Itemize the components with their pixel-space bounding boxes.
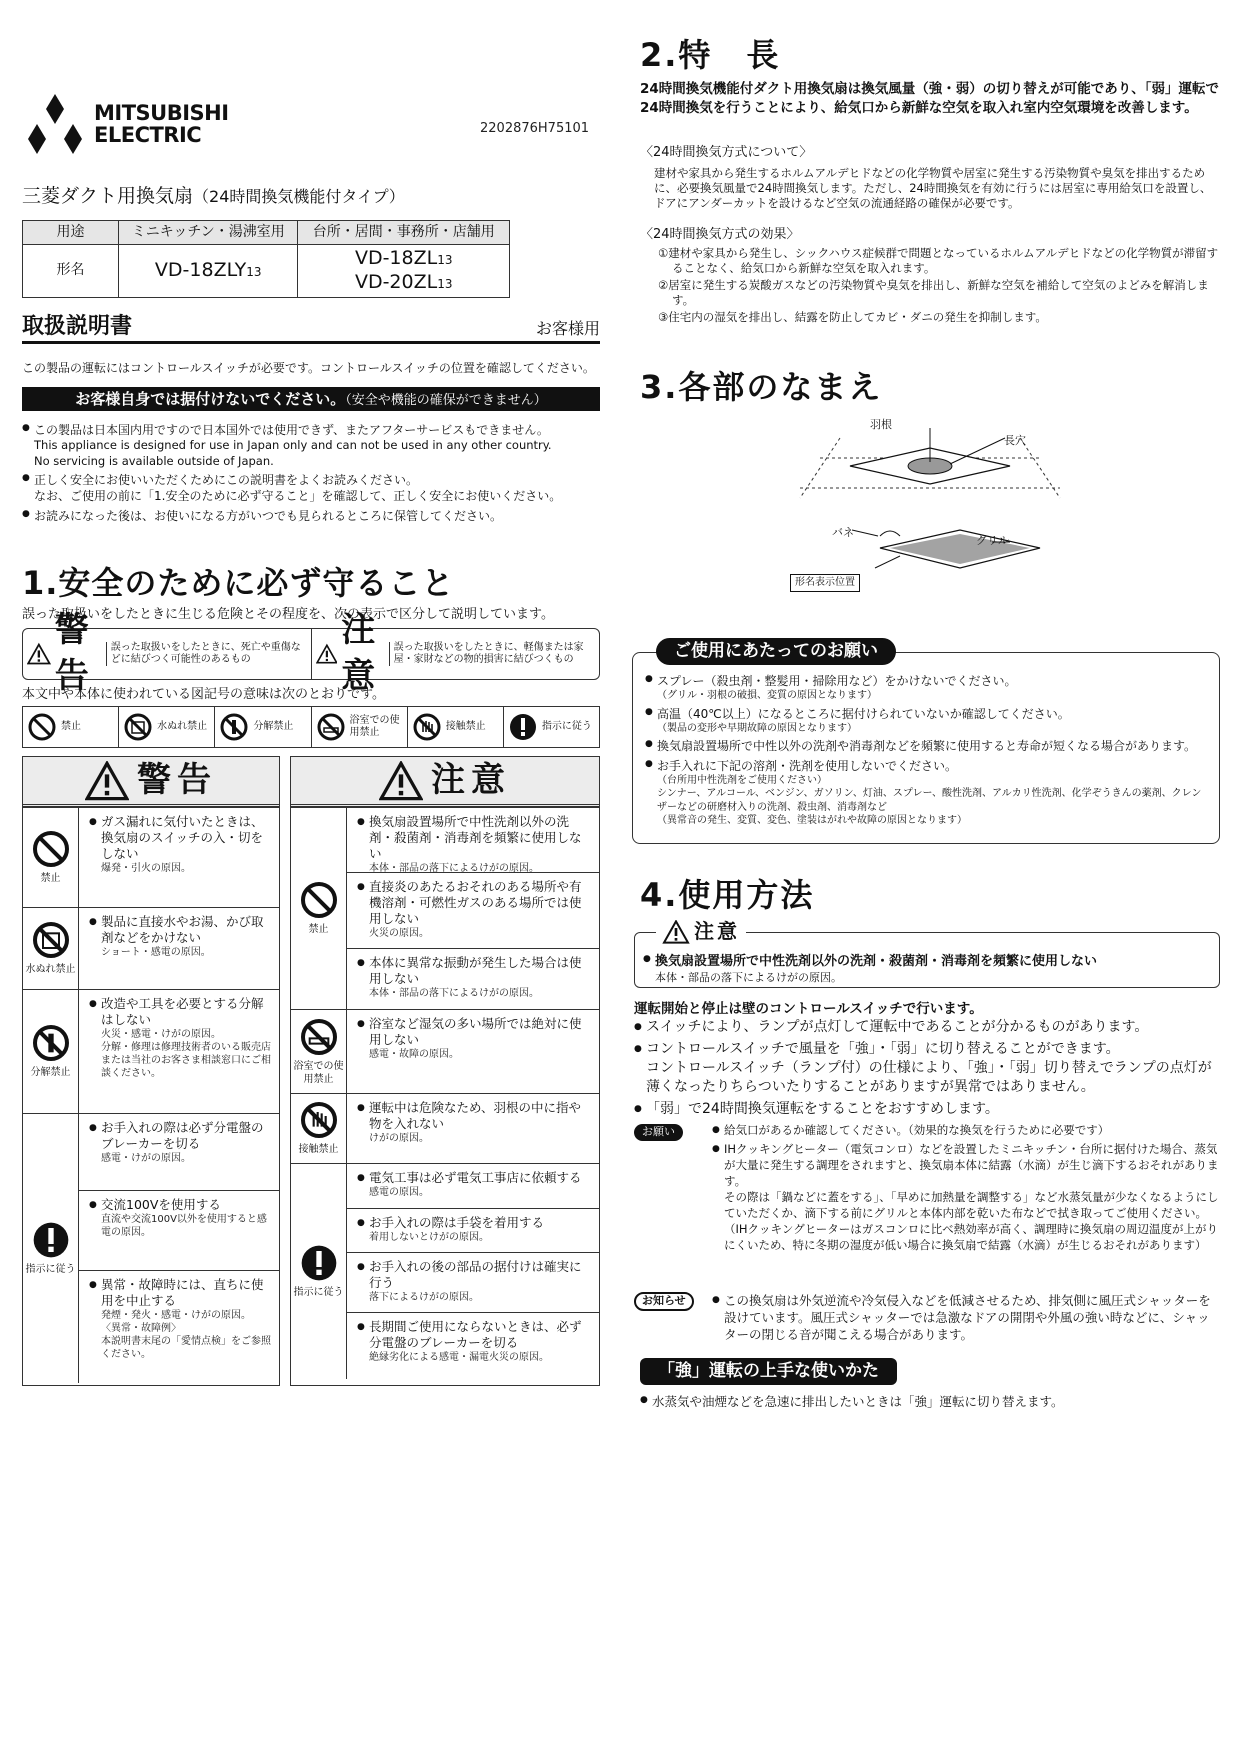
- note-en-2: No servicing is available outside of Japan.: [34, 453, 274, 468]
- requests-list: [645, 673, 1207, 828]
- caution-description: 誤った取扱いをしたときに、軽傷または家屋・家財などの物的損害に結びつくもの: [389, 642, 595, 666]
- request-item: ● スプレー（殺虫剤・整髪用・掃除用など）をかけないでください。 （グリル・羽根の破損、変質の原因となります）: [645, 673, 1207, 703]
- product-title: [22, 184, 405, 210]
- brand-name: [94, 102, 229, 146]
- symbol-no-disassembly: 分解禁止: [215, 707, 311, 747]
- label-blade: 羽根: [870, 418, 892, 431]
- manual-title-bar: [22, 310, 600, 344]
- warning-label: 警告: [54, 610, 93, 696]
- spec-model-2: VD-18ZL13 VD-20ZL13: [298, 244, 510, 297]
- caution-triangle-icon: [379, 761, 423, 801]
- label-slot: 長穴: [1004, 434, 1026, 447]
- caution-item: ● 電気工事は必ず電気工事店に依頼する 感電の原因。: [347, 1164, 599, 1208]
- general-notes: [22, 422, 600, 527]
- mitsubishi-diamonds-icon: [22, 94, 88, 154]
- parts-diagram: [780, 418, 1080, 598]
- warning-group-no-disassembly: 分解禁止 ● 改造や工具を必要とする分解はしない 火災・感電・けがの原因。 分解・修理は修理技術者のいる販売店または当社のお客さま相談窓口にご相談ください。: [23, 989, 279, 1113]
- warning-item: ● お手入れの際は必ず分電盤のブレーカーを切る 感電・けがの原因。: [79, 1114, 279, 1190]
- spec-model-label: 形名: [23, 244, 119, 297]
- caution-label: 注意: [341, 610, 380, 696]
- warning-panel: [22, 756, 280, 1386]
- caution-group-no-touch: 接触禁止 ● 運転中は危険なため、羽根の中に指や物を入れない けがの原因。: [291, 1093, 599, 1163]
- warning-item: ● 交流100Vを使用する 直流や交流100V以外を使用すると感電の原因。: [79, 1190, 279, 1270]
- caution-item: ● 運転中は危険なため、羽根の中に指や物を入れない けがの原因。: [347, 1094, 599, 1151]
- label-grille: グリル: [976, 534, 1009, 547]
- spec-use-label: 用途: [23, 221, 119, 245]
- note-keep-manual: ● お読みになった後は、お使いになる方がいつでも見られるところに保管してください。: [22, 508, 600, 524]
- warning-description: 誤った取扱いをしたときに、死亡や重傷などに結びつく可能性のあるもの: [106, 642, 307, 666]
- warning-item: ● 異常・故障時には、直ちに使用を中止する 発煙・発火・感電・けがの原因。 〈異常・故障例〉 本説明書末尾の「愛情点検」をご参照ください。: [79, 1270, 279, 1367]
- no-water-icon: [31, 920, 71, 960]
- warning-group-no-water: 水ぬれ禁止 ● 製品に直接水やお湯、かび取剤などをかけない ショート・感電の原因。: [23, 907, 279, 989]
- spec-model-1: VD-18ZLY13: [119, 244, 298, 297]
- symbol-no-bathroom: 浴室での使用禁止: [312, 707, 408, 747]
- spec-use-2: 台所・居間・事務所・店舗用: [298, 221, 510, 245]
- brand-line2: ELECTRIC: [94, 123, 202, 147]
- effect-item: ②居室に発生する炭酸ガスなどの汚染物質や臭気を排出し、新鮮な空気を補給して空気のよどみを解消します。: [658, 278, 1209, 307]
- caution-item: ● 換気扇設置場所で中性洗剤以外の洗剤・殺菌剤・消毒剤を頻繁に使用しない 本体・部品の落下によるけがの原因。: [347, 808, 599, 872]
- warning-item: ● ガス漏れに気付いたときは、換気扇のスイッチの入・切をしない 爆発・引火の原因。: [79, 808, 279, 881]
- note-domestic: ● この製品は日本国内用ですので日本国外では使用できず、またアフターサービスもできません。 This appliance is designed for use in Japan only and can not be used in any other country. No servicing is available outside of Japan.: [22, 422, 600, 469]
- symbol-no-water: 水ぬれ禁止: [119, 707, 215, 747]
- note-en-1: This appliance is designed for use in Japan only and can not be used in any other country.: [34, 438, 552, 453]
- warning-sign: [23, 610, 312, 696]
- note-read-manual-2: なお、ご使用の前に「1.安全のために必ず守ること」を確認して、正しく安全にお使いください。: [34, 489, 562, 504]
- spec-header-row: [23, 221, 510, 245]
- brand-logo: [22, 94, 252, 156]
- caution-item: ● お手入れの際は手袋を着用する 着用しないとけがの原因。: [347, 1208, 599, 1252]
- usage-lead: 運転開始と停止は壁のコントロールスイッチで行います。: [634, 1001, 983, 1017]
- symbols-intro: 本文中や本体に使われている図記号の意味は次のとおりです。: [22, 687, 385, 702]
- warning-group-instruction: 指示に従う ● お手入れの際は必ず分電盤のブレーカーを切る 感電・けがの原因。 ● 交流100Vを使用する 直流や交流100V以外を使用すると感電の原因。 ● 異常・故障時には、直ちに使用を中止する 発煙・発火・感電・けがの原因。 〈異常・故障例〉 本説明書末尾の「愛情点検」をご参照ください。: [23, 1113, 279, 1383]
- warning-group-prohibited: 禁止 ● ガス漏れに気付いたときは、換気扇のスイッチの入・切をしない 爆発・引火の原因。: [23, 807, 279, 907]
- strong-mode-title: 「強」運転の上手な使いかた: [640, 1358, 897, 1385]
- no-bathroom-icon: [316, 712, 346, 742]
- document-number: 2202876H75101: [480, 121, 590, 136]
- usage-request-item: ● 給気口があるか確認してください。（効果的な換気を行うために必要です）: [712, 1122, 1220, 1138]
- safety-intro: 誤った取扱いをしたときに生じる危険とその程度を、次の表示で区分して説明しています。: [22, 607, 554, 622]
- switch-note: この製品の運転にはコントロールスイッチが必要です。コントロールスイッチの位置を確認してください。: [22, 361, 595, 375]
- usage-caution-sub: 本体・部品の落下によるけがの原因。: [655, 971, 842, 984]
- caution-item: ● お手入れの後の部品の据付けは確実に行う 落下によるけがの原因。: [347, 1252, 599, 1312]
- warning-item: ● 改造や工具を必要とする分解はしない 火災・感電・けがの原因。 分解・修理は修理技術者のいる販売店または当社のお客さま相談窓口にご相談ください。: [79, 990, 279, 1086]
- features-sub2: 〈24時間換気方式の効果〉: [640, 227, 800, 242]
- caution-item: ● 長期間ご使用にならないときは、必ず分電盤のブレーカーを切る 絶縁劣化による感電・漏電火災の原因。: [347, 1312, 599, 1370]
- label-spring: バネ: [832, 526, 854, 539]
- usage-caution-label: 注意: [694, 919, 740, 943]
- usage-item: ● コントロールスイッチで風量を「強」・「弱」に切り替えることができます。 コントロールスイッチ（ランプ付）の仕様により、「強」・「弱」切り替えでランプの点灯が薄くなったりちらついたりすることがありますが異常ではありません。: [634, 1040, 1220, 1097]
- usage-caution-main: ● 換気扇設置場所で中性洗剤以外の洗剤・殺菌剤・消毒剤を頻繁に使用しない: [643, 954, 1098, 969]
- caution-item: ● 浴室など湿気の多い場所では絶対に使用しない 感電・故障の原因。: [347, 1010, 599, 1067]
- parts-title: 3.各部のなまえ: [640, 368, 883, 406]
- warning-panel-title: 警告: [137, 759, 217, 800]
- no-self-install-banner: [22, 387, 600, 411]
- caution-triangle-icon: [316, 636, 338, 672]
- warning-panel-header: [23, 757, 279, 807]
- effect-item: ①建材や家具から発生し、シックハウス症候群で問題となっているホルムアルデヒドなどの化学物質が滞留することなく、給気口から新鮮な空気を取入れます。: [658, 246, 1219, 275]
- instruction-icon: [299, 1243, 339, 1283]
- caution-panel-title: 注意: [431, 759, 511, 800]
- instruction-icon: [31, 1220, 71, 1260]
- caution-item: ● 本体に異常な振動が発生した場合は使用しない 本体・部品の落下によるけがの原因。: [347, 948, 599, 1006]
- usage-notice-item: ● この換気扇は外気逆流や冷気侵入などを低減させるため、排気側に風圧式シャッターを設けています。風圧式シャッターでは急激なドアの開閉や外風の強い時などに、シャッターの閉じる音が聞こえる場合があります。: [712, 1292, 1220, 1343]
- warning-item: ● 製品に直接水やお湯、かび取剤などをかけない ショート・感電の原因。: [79, 908, 279, 965]
- prohibited-icon: [27, 712, 57, 742]
- usage-list: [634, 1018, 1220, 1122]
- no-self-install-note: （安全や機能の確保ができません）: [345, 393, 547, 408]
- safety-title: 1.安全のために必ず守ること: [22, 564, 455, 602]
- requests-box: [632, 652, 1220, 844]
- request-item: ● お手入れに下記の溶剤・洗剤を使用しないでください。 （台所用中性洗剤をご使用ください） シンナー、アルコール、ベンジン、ガソリン、灯油、スプレー、酸性洗剤、アルカリ性洗剤、化学ぞうきんの薬剤、クレンザーなどの研磨材入りの洗剤、殺虫剤、消毒剤など （異常音の発生、変質、変色、塗装はがれや故障の原因となります）: [645, 758, 1207, 828]
- caution-item: ● 直接炎のあたるおそれのある場所や有機溶剤・可燃性ガスのある場所では使用しない 火災の原因。: [347, 872, 599, 948]
- note-read-manual: ● 正しく安全にお使いいただくためにこの説明書をよくお読みください。 なお、ご使用の前に「1.安全のために必ず守ること」を確認して、正しく安全にお使いください。: [22, 472, 600, 504]
- caution-panel: [290, 756, 600, 1386]
- features-lead: 24時間換気機能付ダクト用換気扇は換気風量（強・弱）の切り替えが可能であり、「弱」運転で24時間換気を行うことにより、給気口から新鮮な空気を取入れ室内空気環境を改善します。: [640, 81, 1220, 116]
- features-sub1: 〈24時間換気方式について〉: [640, 145, 813, 160]
- request-tag: お願い: [634, 1124, 683, 1141]
- manual-title: 取扱説明書: [22, 314, 133, 339]
- strong-mode-list: [640, 1394, 1220, 1414]
- no-touch-icon: [412, 712, 442, 742]
- requests-title: ご使用にあたってのお願い: [656, 638, 896, 665]
- spec-model-row: [23, 244, 510, 297]
- caution-triangle-icon: [662, 920, 690, 944]
- strong-mode-item: ● 水蒸気や油煙などを急速に排出したいときは「強」運転に切り替えます。: [640, 1394, 1220, 1411]
- caution-group-instruction: 指示に従う ● 電気工事は必ず電気工事店に依頼する 感電の原因。 ● お手入れの際は手袋を着用する 着用しないとけがの原因。 ● お手入れの後の部品の据付けは確実に行う 落下によるけがの原因。 ● 長期間ご使用にならないときは、必ず分電盤のブレーカーを切る 絶縁劣化による感電・漏電火災の原因。: [291, 1163, 599, 1379]
- no-disassembly-icon: [31, 1023, 71, 1063]
- caution-group-no-bathroom: 浴室での使用禁止 ● 浴室など湿気の多い場所では絶対に使用しない 感電・故障の原因。: [291, 1009, 599, 1093]
- symbol-legend: [22, 706, 600, 748]
- warning-triangle-icon: [27, 636, 51, 672]
- features-sub1-text: 建材や家具から発生するホルムアルデヒドなどの化学物質や居室に発生する汚染物質や臭気を排出するために、必要換気風量で24時間換気します。ただし、24時間換気を有効に行うには居室に専用給気口を設置し、ドアにアンダーカットを設けるなど空気の流通経路の確保が必要です。: [654, 166, 1212, 210]
- product-subtitle: （24時間換気機能付タイプ）: [193, 187, 405, 206]
- spec-use-1: ミニキッチン・湯沸室用: [119, 221, 298, 245]
- usage-requests: [712, 1122, 1220, 1256]
- no-water-icon: [123, 712, 153, 742]
- no-disassembly-icon: [219, 712, 249, 742]
- notice-tag: お知らせ: [634, 1292, 694, 1311]
- caution-group-prohibited: 禁止 ● 換気扇設置場所で中性洗剤以外の洗剤・殺菌剤・消毒剤を頻繁に使用しない 本体・部品の落下によるけがの原因。 ● 直接炎のあたるおそれのある場所や有機溶剤・可燃性ガスのある場所では使用しない 火災の原因。 ● 本体に異常な振動が発生した場合は使用しない 本体・部品の落下によるけがの原因。: [291, 807, 599, 1009]
- usage-caution-header: [656, 918, 746, 945]
- features-effects: [654, 246, 1220, 327]
- instruction-icon: [508, 712, 538, 742]
- brand-line1: MITSUBISHI: [94, 101, 229, 125]
- request-item: ● 高温（40℃以上）になるところに据付けられていないか確認してください。 （製品の変形や早期故障の原因となります）: [645, 706, 1207, 736]
- usage-title: 4.使用方法: [640, 876, 815, 914]
- prohibited-icon: [31, 829, 71, 869]
- features-title: 2.特 長: [640, 36, 781, 74]
- no-self-install-text: お客様自身では据付けないでください。: [75, 390, 346, 408]
- spec-table: [22, 220, 510, 298]
- usage-request-item: ● IHクッキングヒーター（電気コンロ）などを設置したミニキッチン・台所に据付けた場合、蒸気が大量に発生する調理をされますと、換気扇本体に結露（水滴）が生じ滴下するおそれがあります。 その際は「鍋などに蓋をする」、「早めに加熱量を調整する」など水蒸気量が少なくなるようにしていただくか、滴下する前にグリルと本体内部を乾いた布などで拭き取ってご使用ください。 （IHクッキングヒーターはガスコンロに比べ熱効率が高く、調理時に換気扇の周辺温度が上がりにくいため、特に冬期の湿度が低い場合に換気扇で結露（水滴）が生じるおそれがあります）: [712, 1141, 1220, 1253]
- usage-item: ● 「弱」で24時間換気運転をすることをおすすめします。: [634, 1100, 1220, 1119]
- symbol-instruction: 指示に従う: [504, 707, 599, 747]
- symbol-no-touch: 接触禁止: [408, 707, 504, 747]
- usage-notice: [712, 1292, 1220, 1346]
- effect-item: ③住宅内の湿気を排出し、結露を防止してカビ・ダニの発生を抑制します。: [658, 310, 1047, 324]
- for-customer-label: お客様用: [535, 319, 600, 338]
- symbol-prohibited: 禁止: [23, 707, 119, 747]
- prohibited-icon: [299, 880, 339, 920]
- caution-sign: [312, 610, 600, 696]
- product-name: 三菱ダクト用換気扇: [22, 185, 194, 207]
- request-item: ● 換気扇設置場所で中性以外の洗剤や消毒剤などを頻繁に使用すると寿命が短くなる場合があります。: [645, 738, 1207, 754]
- label-model-position: 形名表示位置: [790, 574, 860, 592]
- caution-panel-header: [291, 757, 599, 807]
- usage-item: ● スイッチにより、ランプが点灯して運転中であることが分かるものがあります。: [634, 1018, 1220, 1037]
- no-bathroom-icon: [299, 1017, 339, 1057]
- warning-triangle-icon: [85, 761, 129, 801]
- no-touch-icon: [299, 1100, 339, 1140]
